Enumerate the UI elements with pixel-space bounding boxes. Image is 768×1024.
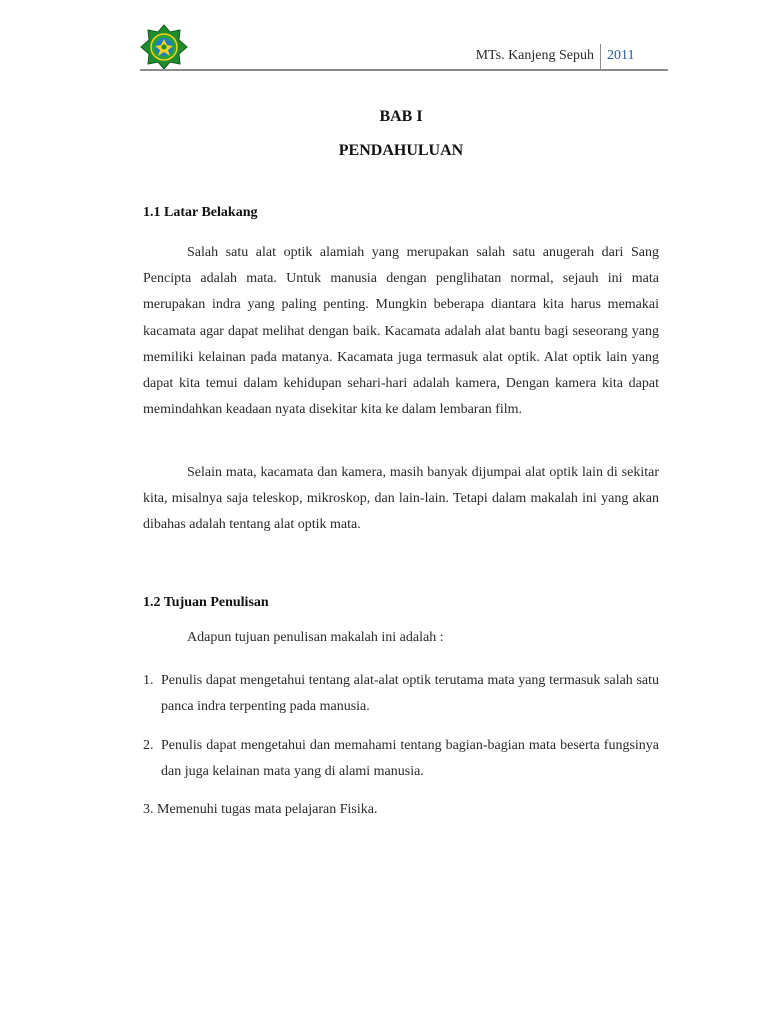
chapter-number: BAB I bbox=[379, 108, 423, 125]
list-item-number: 3. bbox=[143, 802, 154, 817]
list-item bbox=[143, 797, 659, 823]
school-name: MTs. Kanjeng Sepuh bbox=[475, 48, 594, 63]
header-year: 2011 bbox=[607, 48, 635, 63]
list-item-text: Penulis dapat mengetahui tentang alat-alat optik terutama mata yang termasuk salah satu panca indra terpenting pada manusia. bbox=[161, 673, 659, 714]
list-item bbox=[143, 668, 659, 720]
list-item-text: Penulis dapat mengetahui dan memahami tentang bagian-bagian mata beserta fungsinya dan juga kelainan mata yang di alami manusia. bbox=[161, 738, 659, 779]
section-heading-tujuan-penulisan: 1.2 Tujuan Penulisan bbox=[143, 595, 269, 610]
section-heading-latar-belakang: 1.1 Latar Belakang bbox=[143, 205, 258, 220]
list-item-number: 2. bbox=[143, 738, 154, 753]
paragraph: Selain mata, kacamata dan kamera, masih banyak dijumpai alat optik lain di sekitar kita, misalnya saja teleskop, mikroskop, dan lain-lain. Tetapi dalam makalah ini yang akan dibahas adalah tentang alat optik mata. bbox=[143, 465, 659, 533]
list-item-text: Memenuhi tugas mata pelajaran Fisika. bbox=[157, 802, 378, 817]
school-crest-icon bbox=[140, 24, 188, 70]
header-divider bbox=[600, 44, 601, 70]
paragraph: Salah satu alat optik alamiah yang merupakan salah satu anugerah dari Sang Pencipta adalah mata. Untuk manusia dengan penglihatan normal, sejauh ini mata merupakan indra yang paling penting. Mungkin beberapa diantara kita harus memakai kacamata agar dapat melihat dengan baik. Kacamata adalah alat bantu bagi seseorang yang memiliki kelainan pada matanya. Kacamata juga termasuk alat optik. Alat optik lain yang dapat kita temui dalam kehidupan sehari-hari adalah kamera, Dengan kamera kita dapat memindahkan keadaan nyata disekitar kita ke dalam lembaran film. bbox=[143, 245, 659, 418]
list-item bbox=[143, 733, 659, 785]
chapter-title: PENDAHULUAN bbox=[338, 142, 464, 159]
list-intro: Adapun tujuan penulisan makalah ini adalah : bbox=[187, 630, 444, 645]
list-item-number: 1. bbox=[143, 673, 154, 688]
header-rule bbox=[140, 69, 668, 71]
